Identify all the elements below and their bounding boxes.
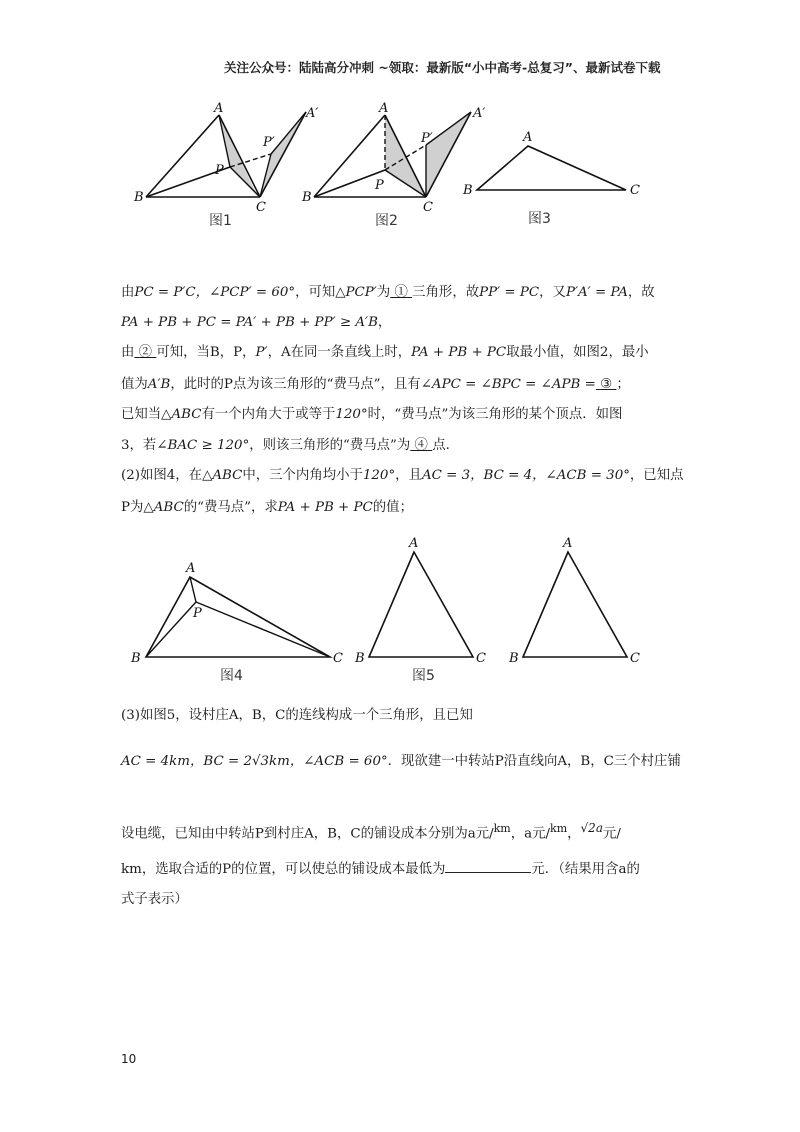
top-figures	[0, 90, 800, 240]
formula-pprime: P′	[255, 345, 268, 360]
formula-triangle-abc-3: △ABC	[143, 500, 184, 515]
formula-pa-pb-pc: PA + PB + PC	[411, 345, 507, 360]
formula-120-deg-2: 120°	[362, 468, 396, 483]
formula-aprime-b: A′B	[147, 377, 171, 392]
text-l1h: ，又	[539, 285, 566, 300]
fig4-label-a: A	[186, 561, 196, 576]
text-l3d: ，A在同一条直线上时，	[267, 345, 412, 360]
paragraph-line-1	[121, 283, 655, 303]
text-l7a: (2)如图4，在	[121, 468, 203, 483]
fig5-label-a: A	[409, 536, 419, 551]
text-l5c: 有一个内角大于或等于	[201, 407, 336, 422]
paragraph-line-4	[121, 375, 630, 395]
paragraph-line-7	[121, 466, 683, 486]
figure-5	[354, 536, 486, 684]
text-l4a: 值为	[121, 377, 148, 392]
fig1-label-a: A	[214, 101, 224, 116]
paragraph-line-6	[121, 436, 459, 456]
fig1-line-pprime-aprime	[271, 112, 306, 154]
fig2-caption: 图2	[375, 213, 398, 229]
fig2-label-pprime: P′	[421, 131, 433, 146]
fig3-caption: 图3	[528, 211, 551, 227]
text-l6d: 点．	[432, 438, 459, 453]
text-l13: 式子表示）	[121, 892, 188, 907]
paragraph-line-13	[121, 890, 188, 910]
fig1-label-pprime: P′	[263, 135, 275, 150]
fig3-label-a: A	[523, 130, 533, 145]
figure-4	[130, 561, 343, 684]
page-number: 10	[121, 1052, 137, 1066]
fig6-label-b: B	[509, 651, 519, 666]
fig1-label-aprime: A′	[306, 106, 319, 121]
paragraph-line-2	[121, 313, 391, 333]
fig1-line-ac	[219, 115, 260, 197]
text-l2-end: ，	[377, 315, 392, 330]
fig4-caption: 图4	[220, 668, 243, 684]
formula-pa-pb-pc-2: PA + PB + PC	[277, 500, 373, 515]
paragraph-line-3	[121, 343, 649, 363]
answer-blank-4: ④	[414, 438, 428, 453]
formula-given-values: AC = 3，BC = 4，∠ACB = 30°	[421, 468, 630, 483]
text-l1j: ，故	[627, 285, 655, 300]
fig4-label-p: P	[193, 606, 202, 621]
text-l9: (3)如图5，设村庄A，B，C的连线构成一个三角形，且已知	[121, 708, 473, 723]
fig6-triangle	[523, 552, 627, 657]
paragraph-line-9	[121, 706, 473, 726]
fig1-label-c: C	[256, 200, 266, 215]
fig4-label-c: C	[333, 651, 343, 666]
fig1-line-caprime	[260, 112, 306, 197]
figure-6	[508, 536, 640, 666]
text-l5a: 已知当	[121, 407, 162, 422]
text-l1e: 为	[376, 285, 391, 300]
bottom-figures	[0, 530, 800, 690]
figure-3	[462, 130, 640, 227]
text-l4e: ；	[616, 377, 630, 392]
text-l12c: 元．（结果用含a的	[531, 862, 640, 877]
text-l11b: ，a元/	[510, 826, 551, 842]
text-l7e: ，且	[395, 468, 422, 483]
fig2-label-a: A	[379, 101, 389, 116]
formula-pa-eq: P′A′ = PA	[565, 285, 628, 300]
text-l7c: 中，三个内角均小于	[242, 468, 363, 483]
fig1-caption: 图1	[209, 213, 232, 229]
formula-angles-equal: ∠APC = ∠BPC = ∠APB =	[420, 377, 596, 392]
fig6-label-a: A	[563, 536, 573, 551]
text-l6a: 3，若	[121, 438, 157, 453]
fig2-label-b: B	[302, 190, 312, 205]
fig2-label-c: C	[423, 200, 433, 215]
answer-blank-cost[interactable]	[445, 860, 531, 873]
paragraph-line-10	[121, 752, 681, 772]
paragraph-line-5	[121, 405, 622, 425]
text-l3a: 由	[121, 345, 135, 360]
text-l1c: ，可知	[295, 285, 336, 300]
unit-km-2: km	[550, 822, 568, 835]
text-l12b: ，选取合适的P的位置，可以使总的铺设成本最低为	[141, 862, 446, 877]
text-l1a: 由	[121, 285, 135, 300]
fig4-line-pc	[196, 602, 330, 657]
fig1-label-b: B	[134, 190, 144, 205]
figure-2	[301, 101, 485, 229]
fig3-label-b: B	[463, 183, 473, 198]
text-l11e: 元/	[602, 826, 621, 842]
figure-1	[133, 101, 318, 229]
formula-triangle-abc-2: △ABC	[202, 468, 243, 483]
fig5-label-c: C	[476, 651, 486, 666]
fig1-label-p: P	[215, 163, 224, 178]
answer-blank-2: ②	[138, 345, 153, 360]
page-header: 关注公众号：陆陆高分冲刺 ~领取：最新版“小中高考-总复习”、最新试卷下载	[224, 60, 661, 75]
formula-angle-bac: ∠BAC ≥ 120°	[156, 438, 250, 453]
text-l3b: 可知，当B，P，	[156, 345, 256, 360]
text-l4c: ，此时的P点为该三角形的“费马点”，且有	[170, 377, 421, 392]
fig5-caption: 图5	[412, 668, 435, 684]
formula-pp-eq-pc: PP′ = PC	[479, 285, 540, 300]
paragraph-line-8	[121, 498, 413, 518]
text-l3f: 取最小值，如图2，最小	[506, 345, 649, 360]
paragraph-line-11	[121, 818, 621, 844]
fig4-label-b: B	[131, 651, 141, 666]
formula-village-distances: AC = 4km，BC = 2√3km，∠ACB = 60°	[121, 754, 388, 769]
fig3-label-c: C	[630, 183, 640, 198]
text-l8c: 的“费马点”，求	[183, 500, 278, 515]
text-l12a: km	[121, 862, 142, 877]
formula-sqrt2a: √2a	[580, 821, 603, 835]
text-l11c: ，	[567, 826, 581, 842]
formula-sum-inequality: PA + PB + PC = PA′ + PB + PP′ ≥ A′B	[121, 315, 378, 330]
paragraph-line-12	[121, 860, 640, 880]
text-l6c: ，则该三角形的“费马点”为	[249, 438, 411, 453]
text-l5e: 时，“费马点”为该三角形的某个顶点．如图	[367, 407, 623, 422]
answer-blank-3: ③	[600, 377, 613, 392]
text-l8a: P为	[121, 500, 144, 515]
text-l8e: 的值；	[372, 500, 413, 515]
answer-blank-1: ①	[394, 285, 408, 300]
text-l10b: ．现欲建一中转站P沿直线向A，B，C三个村庄铺	[387, 754, 681, 769]
formula-pc-eq: PC = P′C，∠PCP′ = 60°	[134, 285, 296, 300]
formula-triangle-abc: △ABC	[161, 407, 202, 422]
text-l11a: 设电缆，已知由中转站P到村庄A，B，C的铺设成本分别为a元/	[121, 826, 494, 842]
fig6-label-c: C	[630, 651, 640, 666]
fig3-triangle	[477, 146, 626, 190]
text-l1f: 三角形，故	[412, 285, 480, 300]
text-l7g: ，已知点	[629, 468, 684, 483]
formula-120-deg: 120°	[335, 407, 368, 422]
fig2-label-p: P	[375, 178, 384, 193]
fig5-label-b: B	[355, 651, 365, 666]
unit-km-1: km	[493, 822, 511, 835]
formula-triangle-pcp: △PCP′	[335, 285, 377, 300]
fig2-label-aprime: A′	[473, 106, 486, 121]
fig5-triangle	[369, 552, 473, 657]
